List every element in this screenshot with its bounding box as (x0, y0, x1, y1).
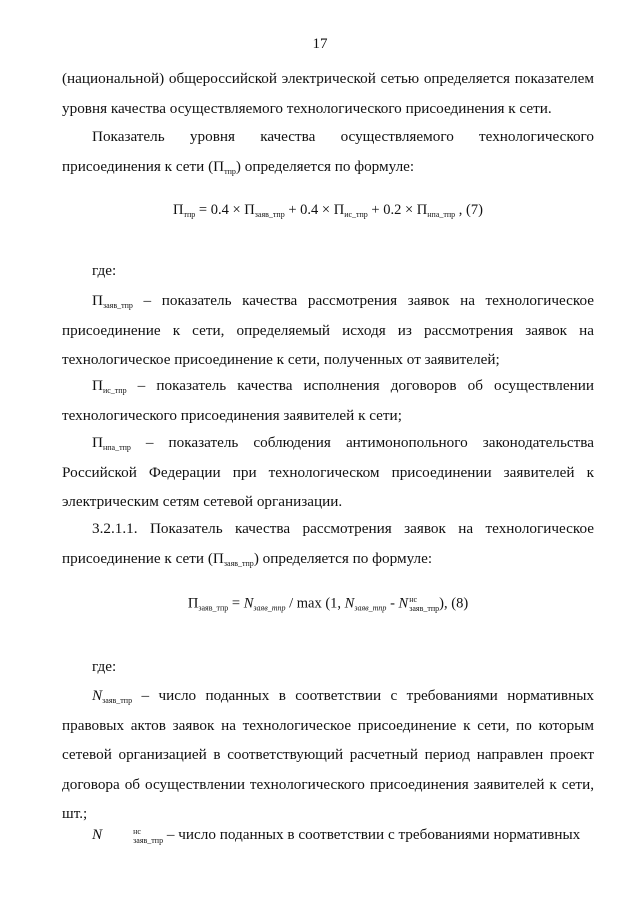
formula-term-sub: ис_тпр (344, 210, 368, 219)
formula-n-sup: нс (409, 595, 418, 604)
def-symbol-sub: заяв_тпр (102, 696, 133, 705)
formula-op: = 0.4 × (195, 202, 245, 218)
text: 3.2.1.1. Показатель качества рассмотрения заявок на технологическое присоединение к сети ( (62, 520, 594, 567)
formula-n-supsub (409, 595, 439, 613)
formula-op: + 0.2 × (367, 202, 417, 218)
def-symbol: N (92, 687, 103, 704)
formula-8 (62, 595, 594, 613)
formula-op: / max (1, (285, 595, 345, 612)
def-text: – показатель соблюдения антимонопольного законодательства Российской Федерации при технологическом присоединении заявителей к электрическим сетям сетевой организации. (62, 434, 594, 510)
symbol: П (212, 549, 224, 567)
paragraph-3-2-1-1 (62, 514, 594, 573)
definition-is (62, 371, 594, 430)
formula-n-sub: заяв_тпр (409, 604, 440, 613)
symbol-subscript: заяв_тпр (223, 558, 254, 568)
definition-n-ns (62, 820, 594, 850)
definition-n-zayav (62, 681, 594, 829)
formula-lhs: П (173, 202, 184, 218)
formula-term-sub: нпа_тпр (427, 210, 456, 219)
formula-n-sub: заяв_тпр (354, 603, 387, 613)
symbol-subscript: тпр (224, 166, 236, 176)
formula-number: ), (8) (439, 595, 469, 612)
formula-op: - (386, 595, 399, 612)
page-number: 17 (312, 36, 328, 52)
formula-op: = (228, 595, 244, 612)
formula-term-sub: заяв_тпр (254, 210, 285, 219)
formula-op: + 0.4 × (284, 202, 334, 218)
text: Показатель уровня качества осуществляемого технологического присоединения к сети ( (62, 128, 594, 175)
formula-number: , (7) (455, 202, 483, 218)
formula-lhs: П (187, 595, 199, 612)
def-symbol-sub: заяв_тпр (133, 835, 164, 845)
def-symbol-sub: ис_тпр (102, 386, 127, 395)
def-symbol: П (92, 377, 103, 394)
where-label-2: где: (92, 658, 117, 675)
paragraph-quality-indicator (62, 122, 594, 181)
def-symbol: П (92, 292, 103, 309)
formula-lhs-sub: заяв_тпр (198, 603, 229, 613)
formula-n-sub: заяв_тпр (253, 603, 286, 613)
def-symbol-sup: нс (133, 826, 141, 836)
def-text: – показатель качества исполнения договоров об осуществлении технологического присоединения заявителей к сети; (62, 377, 594, 424)
text: ) определяется по формуле: (253, 549, 433, 567)
symbol: П (213, 157, 225, 175)
def-text: – число поданных в соответствии с требованиями нормативных (163, 826, 581, 843)
def-symbol-supsub (103, 827, 163, 845)
paragraph-intro: (национальной) общероссийской электрической сетью определяется показателем уровня качества осуществляемого технологического присоединения к сети. (62, 70, 594, 117)
text: ) определяется по формуле: (235, 157, 415, 175)
formula-n: N (243, 595, 254, 612)
formula-lhs-sub: тпр (183, 210, 196, 219)
formula-n: N (398, 595, 409, 612)
where-label-1: где: (92, 262, 117, 279)
def-symbol-sub: заяв_тпр (102, 301, 133, 310)
formula-7 (62, 202, 594, 219)
definition-npa (62, 428, 594, 517)
def-text: – показатель качества рассмотрения заявок на технологическое присоединение к сети, определяемый исходя из рассмотрения заявок на технологическое присоединение к сети, полученных от заявителей; (62, 292, 594, 368)
formula-term: П (416, 202, 428, 218)
def-symbol: П (92, 434, 103, 451)
def-symbol-sub: нпа_тпр (102, 443, 131, 452)
formula-n: N (344, 595, 355, 612)
formula-term: П (244, 202, 255, 218)
def-symbol: N (92, 826, 103, 843)
definition-zayav (62, 286, 594, 375)
formula-term: П (333, 202, 345, 218)
def-text: – число поданных в соответствии с требованиями нормативных правовых актов заявок на технологическое присоединение к сети, по которым сетевой организацией в соответствующий расчетный период направлен проект договора об осуществлении технологического присоединения заявителей к сети, шт.; (62, 687, 594, 822)
